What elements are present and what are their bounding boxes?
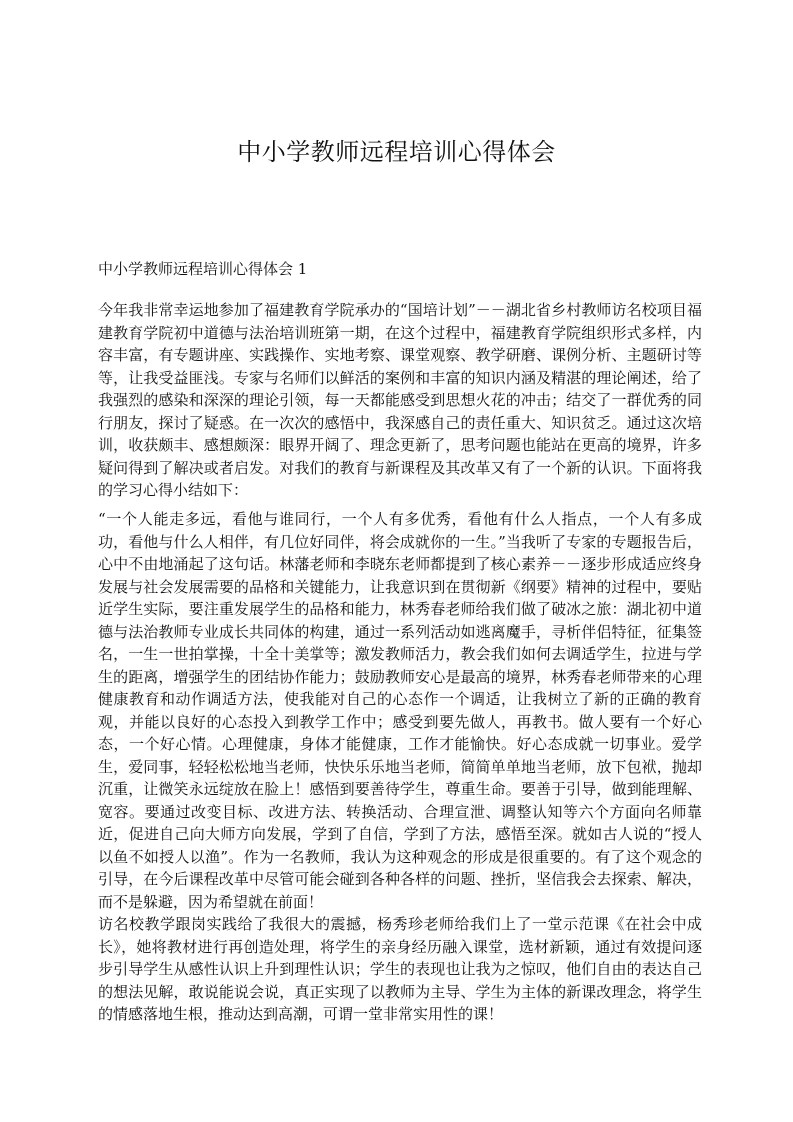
section-heading: 中小学教师远程培训心得体会 1 <box>98 260 308 278</box>
document-title: 中小学教师远程培训心得体会 <box>237 138 556 166</box>
paragraph-2: “一个人能走多远，看他与谁同行，一个人有多优秀，看他有什么人指点，一个人有多成功，看他与什么人相伴，有几位好同伴，将会成就你的一生。”当我听了专家的专题报告后，心中不由地涌起了这句话。林藩老师和李晓东老师都提到了核心素养－－逐步形成适应终身发展与社会发展需要的品格和关键能力，让我意识到在贯彻新《纲要》精神的过程中，要贴近学生实际，要注重发展学生的品格和能力，林秀春老师给我们做了破冰之旅：湖北初中道德与法治教师专业成长共同体的构建，通过一系列活动如逃离魔手，寻析伴侣特征，征集签名，一生一世拍掌操，十全十美掌等；激发教师活力，教会我们如何去调适学生，拉进与学生的距离，增强学生的团结协作能力；鼓励教师安心是最高的境界，林秀春老师带来的心理健康教育和动作调适方法，使我能对自己的心态作一个调适，让我树立了新的正确的教育观，并能以良好的心态投入到教学工作中；感受到要先做人，再教书。做人要有一个好心态，一个好心情。心理健康，身体才能健康，工作才能愉快。好心态成就一切事业。爱学生，爱同事，轻轻松松地当老师，快快乐乐地当老师，简简单单地当老师，放下包袱，抛却沉重，让微笑永远绽放在脸上！感悟到要善待学生，尊重生命。要善于引导，做到能理解、宽容。要通过改变目标、改进方法、转换活动、合理宣泄、调整认知等六个方面向名师靠近，促进自己向大师方向发展，学到了自信，学到了方法，感悟至深。就如古人说的“授人以鱼不如授人以渔”。作为一名教师，我认为这种观念的形成是很重要的。有了这个观念的引导，在今后课程改革中尽管可能会碰到各种各样的问题、挫折，坚信我会去探索、解决，而不是躲避，因为希望就在前面！ <box>98 510 702 911</box>
paragraph-3: 访名校教学跟岗实践给了我很大的震撼，杨秀珍老师给我们上了一堂示范课《在社会中成长》，她将教材进行再创造处理，将学生的亲身经历融入课堂，选材新颖，通过有效提问逐步引导学生从感性认识上升到理性认识；学生的表现也让我为之惊叹，他们自由的表达自己的想法见解，敢说能说会说，真正实现了以教师为主导、学生为主体的新课改理念，将学生的情感落地生根，推动达到高潮，可谓一堂非常实用性的课！ <box>98 915 702 1023</box>
paragraph-1: 今年我非常幸运地参加了福建教育学院承办的“国培计划”－－湖北省乡村教师访名校项目福建教育学院初中道德与法治培训班第一期，在这个过程中，福建教育学院组织形式多样，内容丰富，有专题讲座、实践操作、实地考察、课堂观察、教学研磨、课例分析、主题研讨等等，让我受益匪浅。专家与名师们以鲜活的案例和丰富的知识内涵及精湛的理论阐述，给了我强烈的感染和深深的理论引领，每一天都能感受到思想火花的冲击；结交了一群优秀的同行朋友，探讨了疑惑。在一次次的感悟中，我深感自己的责任重大、知识贫乏。通过这次培训，收获颇丰、感想颇深：眼界开阔了、理念更新了，思考问题也能站在更高的境界，许多疑问得到了解决或者启发。对我们的教育与新课程及其改革又有了一个新的认识。下面将我的学习心得小结如下： <box>98 301 702 499</box>
